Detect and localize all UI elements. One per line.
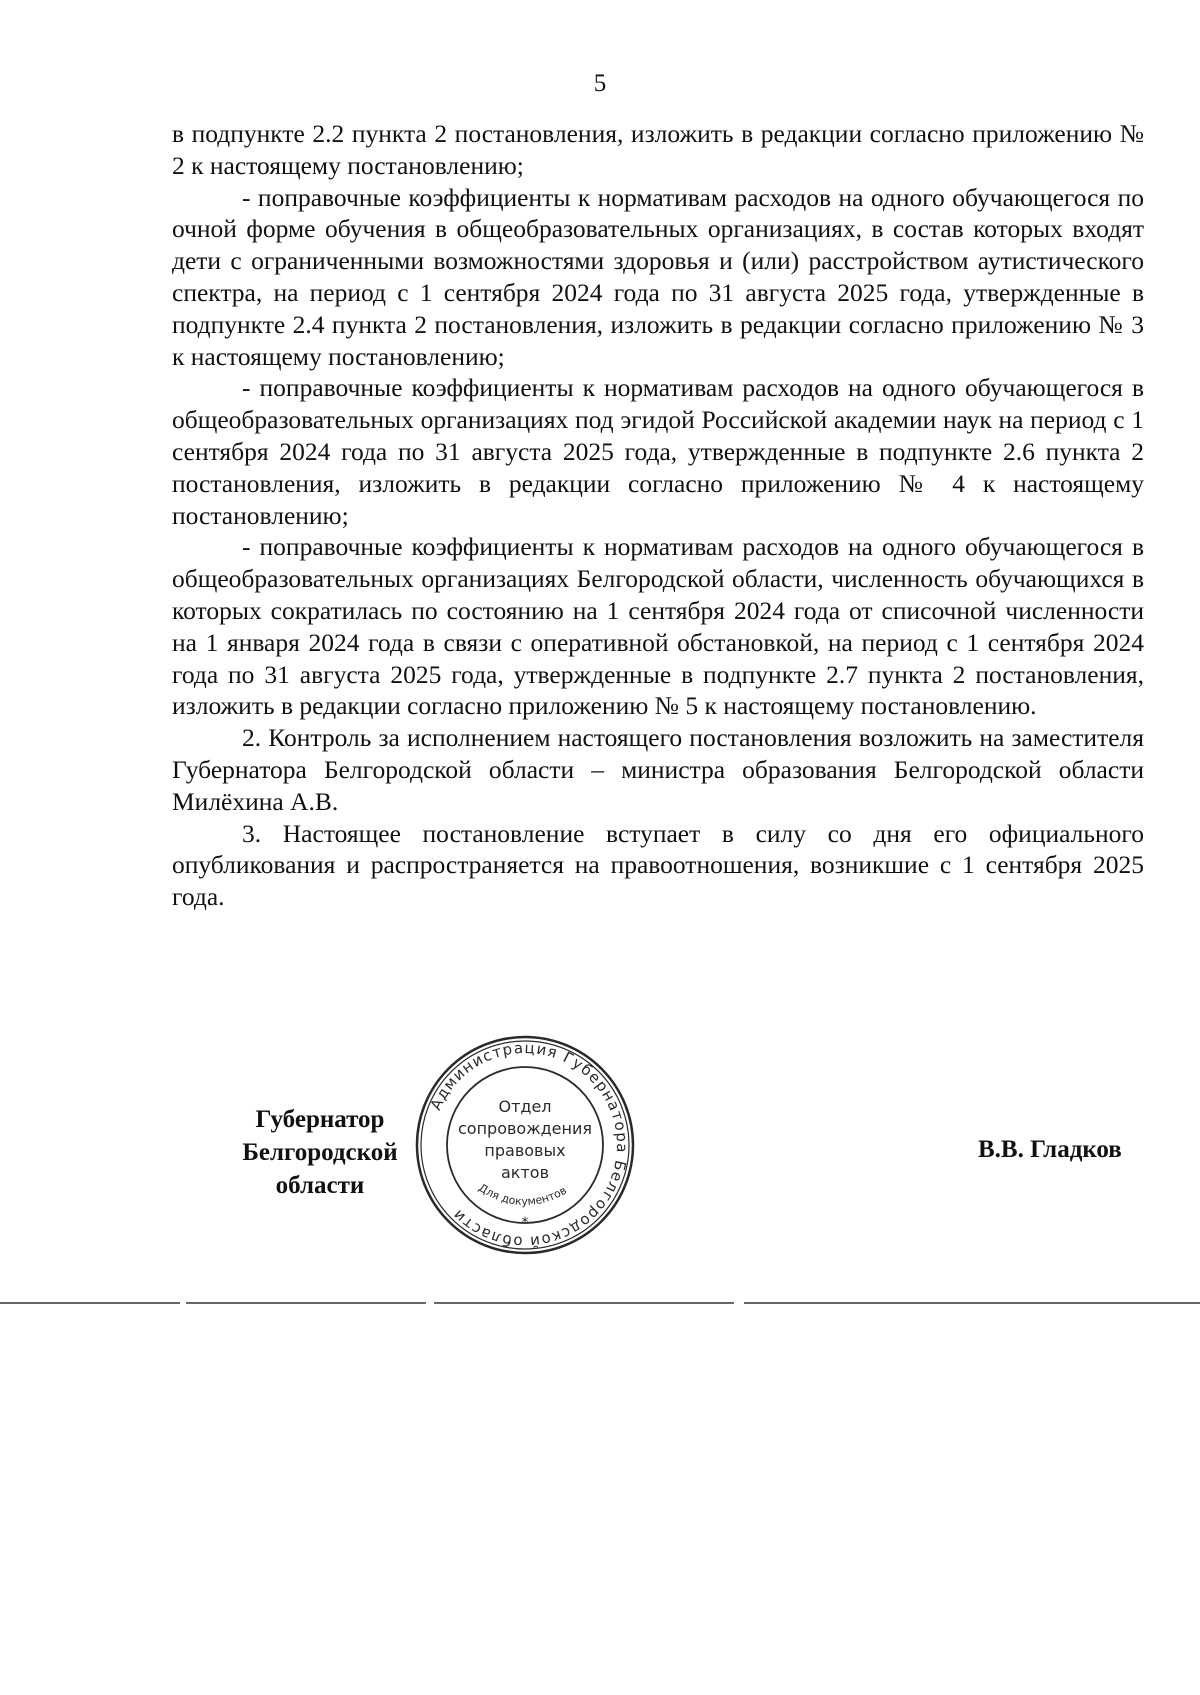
- svg-text:Для документов: [476, 1181, 569, 1208]
- paragraph-control: 2. Контроль за исполнением настоящего постановления возложить на заместителя Губернатора Белгородской области – министра образования Белгородской области Милёхина А.В.: [172, 723, 1144, 816]
- signatory-position-line1: Губернатор: [255, 1106, 385, 1133]
- stamp-center-line3: правовых: [484, 1141, 566, 1160]
- footer-divider: [0, 1297, 1200, 1309]
- stamp-center-line4: актов: [500, 1163, 550, 1182]
- stamp-center-line2: сопровождения: [457, 1119, 593, 1138]
- document-body: [172, 118, 1144, 913]
- paragraph-coefficients-2-7: - поправочные коэффициенты к нормативам расходов на одного обучающегося в общеобразовательных организациях Белгородской области, численность обучающихся в которых сократилась по состоянию на 1 сентября 2024 года от списочной численности на 1 января 2024 года в связи с оперативной обстановкой, на период с 1 сентября 2024 года по 31 августа 2025 года, утвержденные в подпункте 2.7 пункта 2 постановления, изложить в редакции согласно приложению № 5 к настоящему постановлению.: [172, 532, 1144, 721]
- signatory-position: [200, 1103, 440, 1202]
- signatory-name: В.В. Гладков: [978, 1136, 1122, 1163]
- stamp-star: *: [521, 1215, 529, 1231]
- official-stamp: [410, 1030, 640, 1260]
- stamp-center-line1: Отдел: [498, 1097, 552, 1116]
- stamp-ring-text: Администрация Губернатора Белгородской области: [426, 1038, 632, 1252]
- paragraph-effective-date: 3. Настоящее постановление вступает в силу со дня его официального опубликования и распространяется на правоотношения, возникшие с 1 сентября 2025 года.: [172, 818, 1144, 912]
- paragraph-continuation: в подпункте 2.2 пункта 2 постановления, изложить в редакции согласно приложению № 2 к настоящему постановлению;: [172, 119, 1144, 180]
- paragraph-coefficients-2-4: - поправочные коэффициенты к нормативам расходов на одного обучающегося по очной форме обучения в общеобразовательных организациях, в состав которых входят дети с ограниченными возможностями здоровья и (или) расстройством аутистического спектра, на период с 1 сентября 2024 года по 31 августа 2025 года, утвержденные в подпункте 2.4 пункта 2 постановления, изложить в редакции согласно приложению № 3 к настоящему постановлению;: [172, 182, 1144, 371]
- signatory-position-line2: Белгородской области: [242, 1139, 398, 1199]
- stamp-bottom-text: Для документов: [476, 1181, 569, 1209]
- paragraph-coefficients-2-6: - поправочные коэффициенты к нормативам расходов на одного обучающегося в общеобразовательных организациях под эгидой Российской академии наук на период с 1 сентября 2024 года по 31 августа 2025 года, утвержденные в подпункте 2.6 пункта 2 постановления, изложить в редакции согласно приложению № 4 к настоящему постановлению;: [172, 373, 1144, 530]
- page-number: 5: [593, 70, 607, 97]
